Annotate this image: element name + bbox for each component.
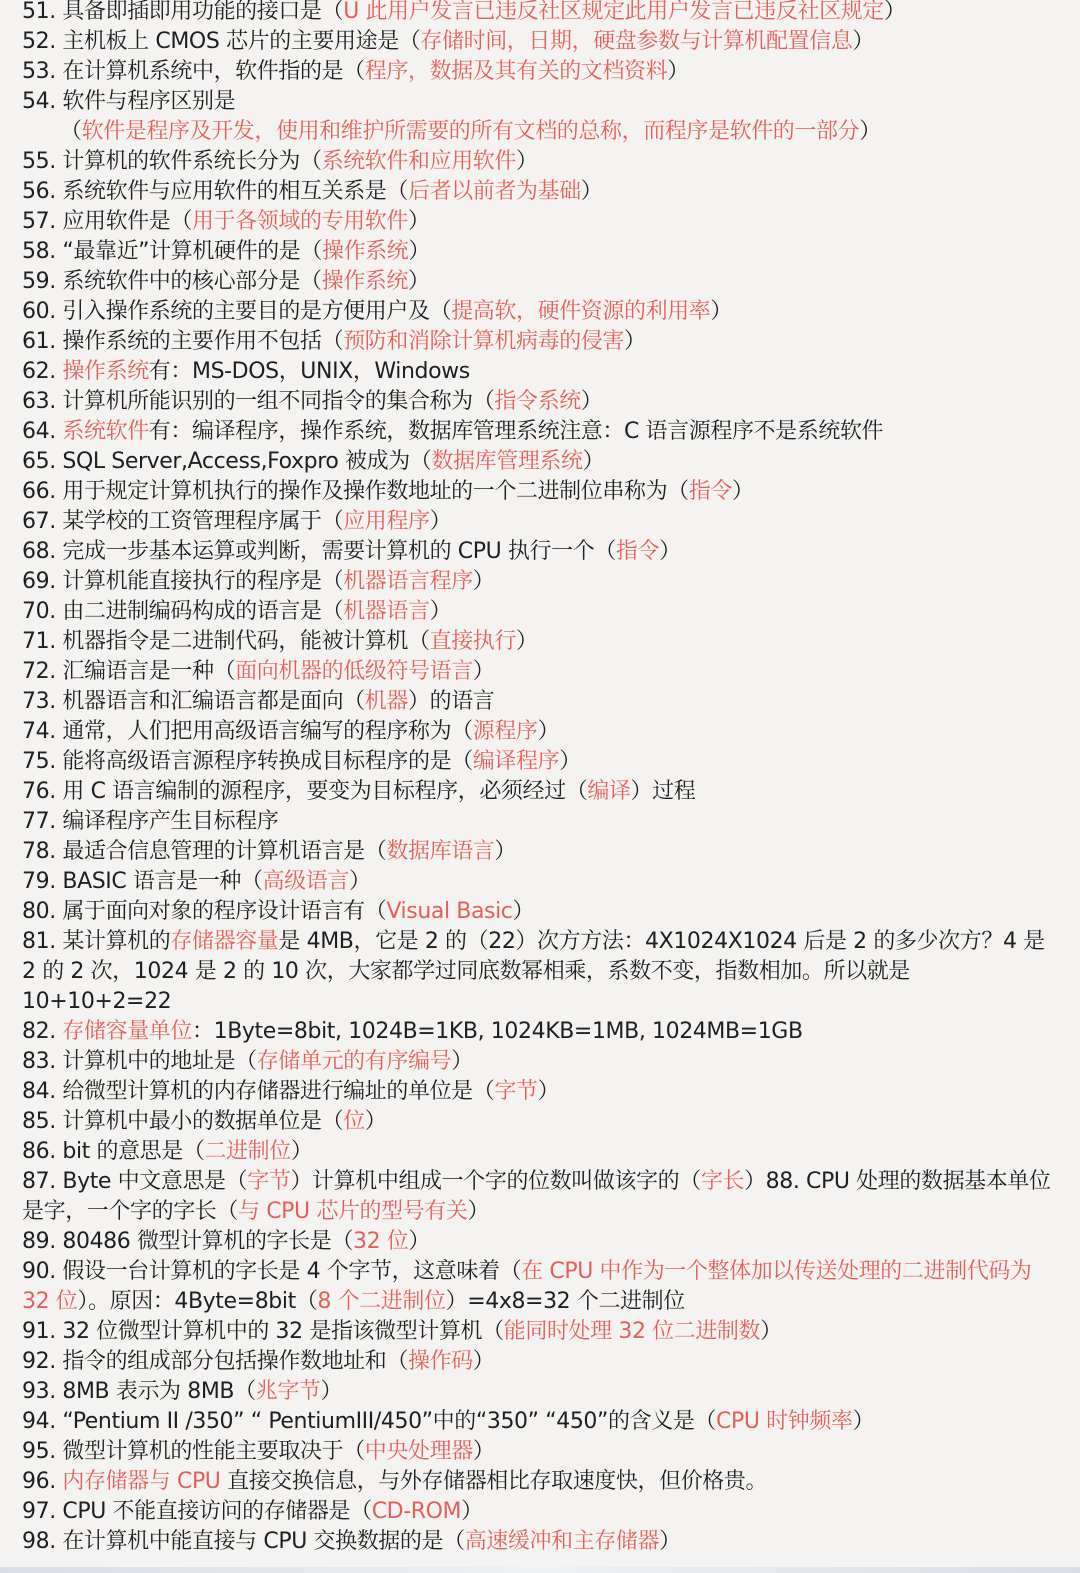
question-text: 62. <box>22 359 63 384</box>
answer-text: CD-ROM <box>371 1499 462 1524</box>
answer-text: 操作码 <box>407 1349 473 1374</box>
question-line <box>22 627 1062 657</box>
question-text: ） <box>732 479 754 504</box>
question-text: 66. 用于规定计算机执行的操作及操作数地址的一个二进制位串称为（ <box>22 479 689 504</box>
question-text: 73. 机器语言和汇编语言都是面向（ <box>22 689 365 714</box>
answer-text: 预防和消除计算机病毒的侵害 <box>343 329 624 354</box>
question-text: 95. 微型计算机的性能主要取决于（ <box>22 1439 365 1464</box>
question-line <box>22 1227 1062 1257</box>
question-text: ） <box>710 299 732 324</box>
answer-text: 在 CPU 中作为一个整体加以传送处理的二进制代码为 32 位 <box>22 1259 1032 1314</box>
question-text: 有：编译程序，操作系统，数据库管理系统注意：C 语言源程序不是系统软件 <box>148 419 884 444</box>
question-text: ） <box>580 389 603 414</box>
question-text: ） <box>461 1499 483 1524</box>
question-text: 52. 主机板上 CMOS 芯片的主要用途是（ <box>22 29 421 54</box>
question-line <box>22 417 1062 447</box>
answer-text: 机器语言 <box>343 599 430 624</box>
question-text: 81. 某计算机的 <box>22 929 171 954</box>
question-text: 79. BASIC 语言是一种（ <box>22 869 263 894</box>
question-text: ） <box>408 239 430 264</box>
question-text: ）。原因：4Byte=8bit（ <box>77 1289 318 1314</box>
question-text: ） <box>852 29 875 54</box>
question-line <box>22 357 1062 387</box>
question-text: ） <box>472 1439 495 1464</box>
question-line <box>22 927 1062 1017</box>
answer-text: 程序，数据及其有关的文档资料 <box>364 59 668 84</box>
answer-text: 机器语言程序 <box>343 569 473 594</box>
question-line <box>22 87 1062 117</box>
question-line <box>22 1527 1062 1557</box>
question-text: 84. 给微型计算机的内存储器进行编址的单位是（ <box>22 1079 495 1104</box>
answer-text: 提高软，硬件资源的利用率 <box>451 299 711 324</box>
question-line <box>22 837 1062 867</box>
question-text: 98. 在计算机中能直接与 CPU 交换数据的是（ <box>22 1529 465 1554</box>
question-text: ）=4x8=32 个二进制位 <box>445 1289 685 1314</box>
question-text: ） <box>582 449 605 474</box>
question-text: 58. “最靠近”计算机硬件的是（ <box>22 239 322 264</box>
question-text: ） <box>451 1049 473 1074</box>
answer-text: Visual Basic <box>386 899 513 924</box>
question-line <box>22 1407 1062 1437</box>
answer-text: 编译 <box>587 779 631 804</box>
answer-text: 直接执行 <box>429 629 516 654</box>
question-line <box>22 657 1062 687</box>
answer-text: 源程序 <box>472 719 538 744</box>
question-text: ） <box>516 629 538 654</box>
question-text: ） <box>472 569 495 594</box>
question-text: ：1Byte=8bit, 1024B=1KB, 1024KB=1MB, 1024MB=1GB <box>192 1019 803 1044</box>
question-text: ）计算机中组成一个字的位数叫做该字的（ <box>290 1169 701 1194</box>
question-text: 90. 假设一台计算机的字长是 4 个字节，这意味着（ <box>22 1259 522 1284</box>
answer-text: 数据库管理系统 <box>431 449 583 474</box>
question-line <box>22 747 1062 777</box>
answer-text: 编译程序 <box>472 749 560 774</box>
question-line <box>22 1047 1062 1077</box>
question-text: ） <box>467 1199 490 1224</box>
answer-text: 指令 <box>688 479 732 504</box>
question-text: 75. 能将高级语言源程序转换成目标程序的是（ <box>22 749 473 774</box>
answer-text: 高速缓冲和主存储器 <box>464 1529 660 1554</box>
question-line <box>22 1167 1062 1227</box>
answer-text: 后者以前者为基础 <box>407 179 581 204</box>
answer-text: 兆字节 <box>255 1379 321 1404</box>
question-line <box>22 687 1062 717</box>
question-text: 80. 属于面向对象的程序设计语言有（ <box>22 899 387 924</box>
question-line <box>22 777 1062 807</box>
question-text: 78. 最适合信息管理的计算机语言是（ <box>22 839 387 864</box>
answer-text: 位 <box>343 1109 365 1134</box>
question-line <box>22 237 1062 267</box>
question-text: ） <box>348 869 371 894</box>
question-text: 51. 具备即插即用功能的接口是（ <box>22 0 344 24</box>
answer-text: 指令系统 <box>494 389 581 414</box>
question-text: ） <box>537 719 560 744</box>
question-line <box>22 1137 1062 1167</box>
answer-text: 指令 <box>615 539 660 564</box>
answer-text: 8 个二进制位 <box>317 1289 446 1314</box>
question-line <box>22 537 1062 567</box>
question-text: ） <box>659 1529 681 1554</box>
question-text: 76. 用 C 语言编制的源程序，要变为目标程序，必须经过（ <box>22 779 588 804</box>
document-body <box>22 0 1062 1557</box>
question-text: ） <box>494 839 517 864</box>
question-text: ） <box>408 269 430 294</box>
answer-text: 系统软件和应用软件 <box>321 149 516 174</box>
answer-text: 存储时间，日期，硬盘参数与计算机配置信息 <box>420 29 853 54</box>
question-text: ） <box>580 179 603 204</box>
answer-text: U 此用户发言已违反社区规定此用户发言已违反社区规定 <box>343 0 884 24</box>
answer-text: 高级语言 <box>262 869 349 894</box>
question-line <box>22 1377 1062 1407</box>
question-line <box>22 897 1062 927</box>
question-line <box>22 1437 1062 1467</box>
question-text: 77. 编译程序产生目标程序 <box>22 809 279 834</box>
question-text: 直接交换信息，与外存储器相比存取速度快，但价格贵。 <box>220 1469 768 1494</box>
question-line <box>22 57 1062 87</box>
question-line <box>22 1347 1062 1377</box>
question-text: ）88. CPU 处理的数据基本单位是字，一个字的字长（ <box>22 1169 1051 1224</box>
question-line <box>22 0 1062 27</box>
question-text: 96. <box>22 1469 63 1494</box>
question-line <box>22 327 1062 357</box>
question-text: 74. 通常，人们把用高级语言编写的程序称为（ <box>22 719 473 744</box>
question-text: 93. 8MB 表示为 8MB（ <box>22 1379 256 1404</box>
question-text: ）过程 <box>630 779 696 804</box>
question-line <box>22 1017 1062 1047</box>
answer-text: 数据库语言 <box>386 839 495 864</box>
question-text: ） <box>290 1139 313 1164</box>
question-line <box>22 717 1062 747</box>
question-text: 61. 操作系统的主要作用不包括（ <box>22 329 344 354</box>
question-text: 83. 计算机中的地址是（ <box>22 1049 257 1074</box>
answer-text: 软件是程序及开发，使用和维护所需要的所有文档的总称，而程序是软件的一部分 <box>81 119 860 144</box>
answer-text: 存储单元的有序编号 <box>256 1049 452 1074</box>
question-text: 89. 80486 微型计算机的字长是（ <box>22 1229 353 1254</box>
question-line <box>22 447 1062 477</box>
question-text: 92. 指令的组成部分包括操作数地址和（ <box>22 1349 408 1374</box>
answer-text: 操作系统 <box>321 239 409 264</box>
question-text: 85. 计算机中最小的数据单位是（ <box>22 1109 344 1134</box>
question-text: 64. <box>22 419 63 444</box>
answer-text: 应用程序 <box>343 509 430 534</box>
question-line <box>22 207 1062 237</box>
question-text: （ <box>60 119 82 144</box>
question-text: 57. 应用软件是（ <box>22 209 192 234</box>
question-text: ） <box>624 329 646 354</box>
answer-text: CPU 时钟频率 <box>716 1409 853 1434</box>
answer-text: 操作系统 <box>62 359 149 384</box>
question-text: ） <box>472 659 495 684</box>
answer-text: 用于各领域的专用软件 <box>191 209 408 234</box>
question-line <box>22 597 1062 627</box>
question-text: ） <box>760 1319 782 1344</box>
question-line <box>22 1467 1062 1497</box>
answer-text: 字长 <box>700 1169 745 1194</box>
question-line <box>22 387 1062 417</box>
question-text: 65. SQL Server,Access,Foxpro 被成为（ <box>22 449 432 474</box>
question-text: ） <box>512 899 535 924</box>
question-line <box>22 267 1062 297</box>
bottom-edge-bar <box>0 1567 1080 1573</box>
question-text: 是 4MB，它是 2 的（22）次方方法：4X1024X1024 后是 2 的多少次方？4 是 2 的 2 次，1024 是 2 的 10 次，大家都学过同底数幂相乘，系数不变，指数相加。所以就是 10+10+2=22 <box>22 929 1045 1014</box>
answer-text: 操作系统 <box>321 269 408 294</box>
question-text: ） <box>429 599 452 624</box>
question-text: ） <box>516 149 538 174</box>
question-line <box>22 1107 1062 1137</box>
question-line <box>22 27 1062 57</box>
question-line <box>22 1077 1062 1107</box>
question-text: ） <box>537 1079 560 1104</box>
answer-text: 存储容量单位 <box>62 1019 192 1044</box>
answer-text: 面向机器的低级符号语言 <box>235 659 473 684</box>
question-text: ） <box>320 1379 343 1404</box>
question-line <box>22 1497 1062 1527</box>
question-text: ） <box>667 59 689 84</box>
question-text: 70. 由二进制编码构成的语言是（ <box>22 599 344 624</box>
question-text: 68. 完成一步基本运算或判断，需要计算机的 CPU 执行一个（ <box>22 539 616 564</box>
question-text: 91. 32 位微型计算机中的 32 是指该微型计算机（ <box>22 1319 504 1344</box>
question-text: ） <box>408 209 430 234</box>
answer-text: 能同时处理 32 位二进制数 <box>503 1319 761 1344</box>
question-line <box>22 567 1062 597</box>
question-text: 56. 系统软件与应用软件的相互关系是（ <box>22 179 408 204</box>
answer-text: 二进制位 <box>204 1139 291 1164</box>
answer-text: 系统软件 <box>62 419 149 444</box>
answer-text: 与 CPU 芯片的型号有关 <box>238 1199 468 1224</box>
answer-text: 存储器容量 <box>170 929 279 954</box>
question-text: ）的语言 <box>408 689 495 714</box>
question-text: ） <box>472 1349 495 1374</box>
question-text: 67. 某学校的工资管理程序属于（ <box>22 509 344 534</box>
question-line <box>22 477 1062 507</box>
question-text: 69. 计算机能直接执行的程序是（ <box>22 569 344 594</box>
question-text: 63. 计算机所能识别的一组不同指令的集合称为（ <box>22 389 495 414</box>
question-line <box>22 297 1062 327</box>
question-text: ） <box>408 1229 430 1254</box>
question-text: 82. <box>22 1019 63 1044</box>
answer-text: 机器 <box>364 689 408 714</box>
question-text: ） <box>429 509 452 534</box>
question-text: 94. “Pentium II /350” “ PentiumIII/450”中的“350” “450”的含义是（ <box>22 1409 717 1434</box>
question-text: ） <box>852 1409 875 1434</box>
question-text: ） <box>859 119 881 144</box>
question-text: ） <box>559 749 581 774</box>
question-line <box>22 177 1062 207</box>
question-text: 有：MS-DOS，UNIX，Windows <box>148 359 470 384</box>
question-text: 86. bit 的意思是（ <box>22 1139 205 1164</box>
question-text: ） <box>364 1109 387 1134</box>
answer-text: 字节 <box>247 1169 291 1194</box>
question-line <box>22 507 1062 537</box>
question-line <box>22 1317 1062 1347</box>
question-text: ） <box>659 539 681 564</box>
question-line <box>22 147 1062 177</box>
question-text: 87. Byte 中文意思是（ <box>22 1169 248 1194</box>
question-text: ） <box>883 0 906 24</box>
question-text: 72. 汇编语言是一种（ <box>22 659 236 684</box>
answer-text: 字节 <box>494 1079 538 1104</box>
answer-text: 中央处理器 <box>364 1439 473 1464</box>
question-line <box>22 117 1062 147</box>
question-text: 54. 软件与程序区别是 <box>22 89 236 114</box>
question-text: 97. CPU 不能直接访问的存储器是（ <box>22 1499 372 1524</box>
question-text: 60. 引入操作系统的主要目的是方便用户及（ <box>22 299 452 324</box>
question-text: 53. 在计算机系统中，软件指的是（ <box>22 59 365 84</box>
question-line <box>22 807 1062 837</box>
answer-text: 32 位 <box>352 1229 409 1254</box>
answer-text: 内存储器与 CPU <box>62 1469 221 1494</box>
question-text: 55. 计算机的软件系统长分为（ <box>22 149 322 174</box>
question-text: 71. 机器指令是二进制代码，能被计算机（ <box>22 629 430 654</box>
question-line <box>22 867 1062 897</box>
question-line <box>22 1257 1062 1317</box>
question-text: 59. 系统软件中的核心部分是（ <box>22 269 322 294</box>
